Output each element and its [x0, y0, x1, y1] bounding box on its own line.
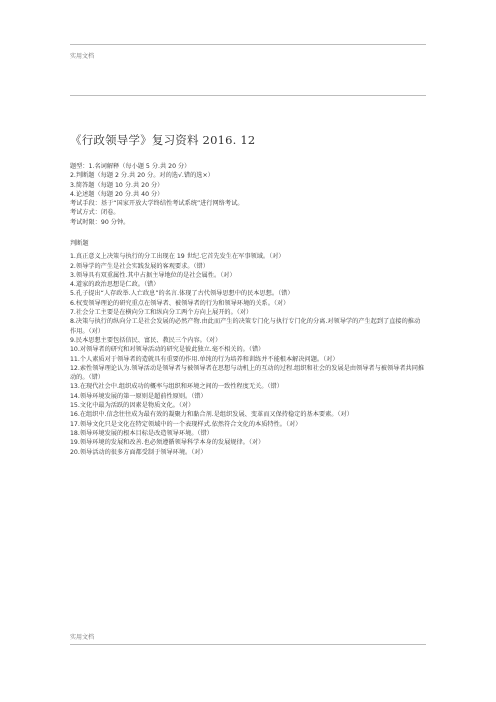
question-item: 20.领导活动的很多方面都受制于领导环境。（对） — [70, 448, 207, 456]
intro-line: 题型：1.名词解释（每小题 5 分.共 20 分） — [70, 163, 191, 170]
question-item: 16.在组织中.信念往往成为最有效的凝聚力和黏合剂.是组织发展、变革而又保持稳定的基本要素。（对） — [70, 411, 353, 419]
question-item: 17.领导文化只是文化在特定领域中的一个表现样式.依然符合文化的本质特性。（对） — [70, 420, 302, 428]
footer-divider — [70, 644, 426, 645]
question-item: 13.在现代社会中.组织成功的概率与组织和环境之间的一致性程度无关。（错） — [70, 383, 283, 391]
intro-line: 考试手段：基于“国家开放大学终结性考试系统”进行网络考试。 — [70, 200, 244, 208]
question-item: 10.对领导者的研究和对领导活动的研究是彼此独立.毫不相关的。（错） — [70, 346, 265, 354]
question-item: 19.领导环境的发展和改善.也必须遵循领导科学本身的发展规律。（对） — [70, 439, 265, 447]
footer-label: 实用文档 — [70, 634, 95, 641]
question-item: 15.文化中最为活跃的因素是物质文化。（对） — [70, 402, 195, 410]
question-item: 11.个人素质对于领导者的造就具有重要的作用.单纯的行为培养和训练并不能根本解决问题。（对） — [70, 355, 339, 363]
question-item: 3.领导具有双重属性.其中占据主导地位的是社会属性。（对） — [70, 271, 236, 279]
question-item: 2.领导学的产生是社会实践发展的客观要求。（错） — [70, 262, 209, 270]
intro-line: 考试方式：闭卷。 — [70, 209, 120, 217]
intro-line: 3.简答题（每题 10 分.共 20 分） — [70, 181, 164, 189]
question-item: 4.道家的政治思想是仁政。（错） — [70, 281, 160, 289]
question-item: 12.索性领导理论认为.领导活动是领导者与被领导者在思想与动机上的互动的过程.组织和社会的发展是由领导者与被领导者共同推动的。（错） — [70, 364, 425, 382]
intro-line: 2.判断题（每题 2 分.共 20 分。对的选√.错的选×） — [70, 172, 214, 180]
intro-line: 4.论述题（每题 20 分.共 40 分） — [70, 190, 164, 198]
section-title: 判断题 — [70, 240, 89, 247]
question-item: 6.权变领导理论的研究重点在领导者、被领导者的行为和领导环境的关系。（对） — [70, 299, 290, 307]
question-item: 9.民本思想主要包括信民、富民、教民三个内容。（对） — [70, 336, 222, 344]
document-title: 《行政领导学》复习资料 2016. 12 — [70, 133, 256, 147]
exam-info — [70, 162, 426, 227]
question-item: 14.领导环境发展的第一原则是超前性原则。（错） — [70, 392, 207, 400]
true-false-section — [70, 239, 426, 457]
question-item: 1.真正意义上决策与执行的分工出现在 19 世纪.它首先发生在军事领域。（对） — [70, 253, 285, 261]
header-divider — [70, 44, 426, 45]
question-item: 18.领导环境发展的根本目标是改造领导环境。（错） — [70, 429, 213, 437]
header-label: 实用文档 — [70, 53, 95, 60]
question-item: 7.社会分工主要是在横向分工和纵向分工两个方向上展开的。（对） — [70, 309, 253, 317]
intro-line: 考试时限：90 分钟。 — [70, 218, 130, 226]
question-item: 5.孔子提出“人存政举.人亡政息”的名言.体现了古代领导思想中的民本思想。（错） — [70, 290, 294, 298]
question-item: 8.决策与执行的纵向分工是社会发展的必然产物.由此而产生的决策专门化与执行专门化的分离.对领导学的产生起到了直接的推动作用。（对） — [70, 318, 421, 335]
header-divider-lower — [70, 95, 426, 96]
